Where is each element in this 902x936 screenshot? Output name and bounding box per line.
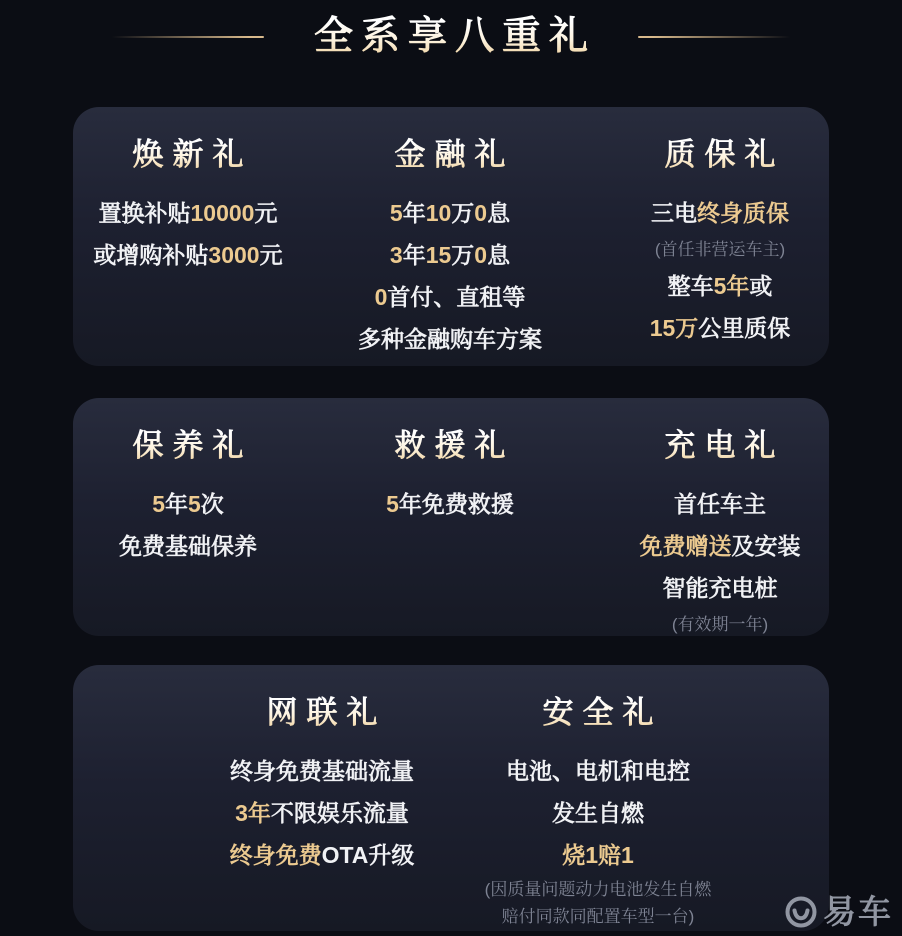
benefit-line	[506, 750, 690, 792]
text: 息	[487, 200, 511, 226]
benefit-column-finance	[335, 107, 565, 366]
benefit-line	[152, 483, 224, 525]
text: 置换补贴	[98, 200, 191, 226]
highlight-text: 15	[425, 242, 452, 268]
highlight-text: 免费赠送	[639, 533, 732, 559]
text: 及安装	[731, 533, 801, 559]
benefit-title-safety: 安全礼	[534, 691, 663, 735]
benefit-title-charging: 充电礼	[656, 424, 785, 468]
text: 万	[451, 200, 475, 226]
highlight-text: 3	[389, 242, 403, 268]
yiche-smile-icon	[784, 895, 818, 929]
yiche-watermark	[784, 894, 893, 930]
highlight-text: 0	[374, 284, 388, 310]
benefit-column-trade-in	[73, 107, 303, 366]
text: 元	[254, 200, 278, 226]
benefit-column-warranty	[596, 107, 844, 366]
benefit-title-rescue: 救援礼	[386, 424, 515, 468]
highlight-text: 3000	[208, 242, 260, 268]
benefit-line	[651, 192, 789, 234]
text: 三电	[651, 200, 697, 226]
benefit-title-finance: 金融礼	[386, 133, 515, 177]
benefit-column-maintenance	[73, 398, 303, 636]
highlight-text: 10000	[190, 200, 255, 226]
poster-title-row	[0, 10, 902, 64]
benefit-line	[650, 307, 791, 349]
highlight-text: 5	[188, 491, 201, 517]
poster-title: 全系享八重礼	[306, 10, 596, 64]
text: 不限娱乐流量	[270, 800, 409, 826]
benefit-title-warranty: 质保礼	[656, 133, 785, 177]
benefit-line	[562, 834, 634, 876]
benefit-line	[663, 567, 778, 609]
text: 元	[259, 242, 283, 268]
benefit-line	[93, 234, 282, 276]
benefit-line	[230, 750, 414, 792]
text: 首付、直租等	[387, 284, 526, 310]
text: 公里质保	[698, 315, 791, 341]
text: 年免费救援	[398, 491, 514, 517]
benefit-line	[552, 792, 644, 834]
text: 整车	[667, 273, 714, 299]
benefit-line	[640, 525, 801, 567]
text: 发生自燃	[552, 800, 644, 826]
text: 或	[749, 273, 773, 299]
benefit-line	[668, 265, 773, 307]
benefit-line	[119, 525, 257, 567]
text: 电池、电机和电控	[506, 758, 690, 784]
yiche-logo-text: 易车	[823, 893, 893, 930]
text: 多种金融购车方案	[358, 326, 542, 352]
benefit-line	[99, 192, 278, 234]
gifts-panel-row2	[73, 398, 829, 636]
gifts-panel-row1	[73, 107, 829, 366]
text: 首任车主	[674, 491, 766, 517]
gifts-panel-row3	[73, 665, 829, 931]
text: 年	[402, 200, 426, 226]
title-divider-right	[638, 36, 790, 38]
benefit-line	[390, 234, 510, 276]
text: 或增购补贴	[93, 242, 209, 268]
text: 年	[402, 242, 426, 268]
benefit-footnote: 赔付同款同配置车型一台)	[501, 907, 695, 926]
highlight-text: 5	[386, 491, 399, 517]
text: 年	[165, 491, 188, 517]
highlight-text: 终身质保	[697, 200, 789, 226]
highlight-text: 15万	[649, 315, 699, 341]
highlight-text: 5	[152, 491, 165, 517]
text: 免费基础保养	[119, 533, 257, 559]
benefit-line	[386, 483, 514, 525]
highlight-text: 终身免费	[229, 842, 322, 868]
benefit-line	[358, 318, 542, 360]
benefit-title-maintenance: 保养礼	[124, 424, 253, 468]
highlight-text: 0	[474, 242, 488, 268]
text: 万	[451, 242, 475, 268]
highlight-text: 0	[474, 200, 488, 226]
benefit-column-safety	[418, 665, 778, 931]
benefit-footnote: (因质量问题动力电池发生自燃	[484, 880, 712, 899]
highlight-text: 烧1赔1	[562, 842, 634, 868]
text: OTA升级	[321, 842, 415, 868]
text: 息	[487, 242, 511, 268]
benefit-footnote: (有效期一年)	[671, 615, 769, 634]
benefit-title-connectivity: 网联礼	[258, 691, 387, 735]
benefit-footnote: (首任非营运车主)	[654, 240, 786, 259]
highlight-text: 3年	[235, 800, 271, 826]
benefit-line	[230, 834, 415, 876]
text: 次	[200, 491, 224, 517]
text: 智能充电桩	[662, 575, 778, 601]
benefit-column-rescue	[335, 398, 565, 636]
highlight-text: 5年	[713, 273, 750, 299]
benefit-line	[375, 276, 526, 318]
text: 终身免费基础流量	[230, 758, 414, 784]
benefit-title-trade-in: 焕新礼	[124, 133, 253, 177]
benefit-line	[390, 192, 510, 234]
title-divider-left	[112, 36, 264, 38]
benefit-line	[235, 792, 409, 834]
highlight-text: 5	[389, 200, 403, 226]
benefit-line	[674, 483, 766, 525]
highlight-text: 10	[425, 200, 452, 226]
benefit-column-charging	[596, 398, 844, 636]
